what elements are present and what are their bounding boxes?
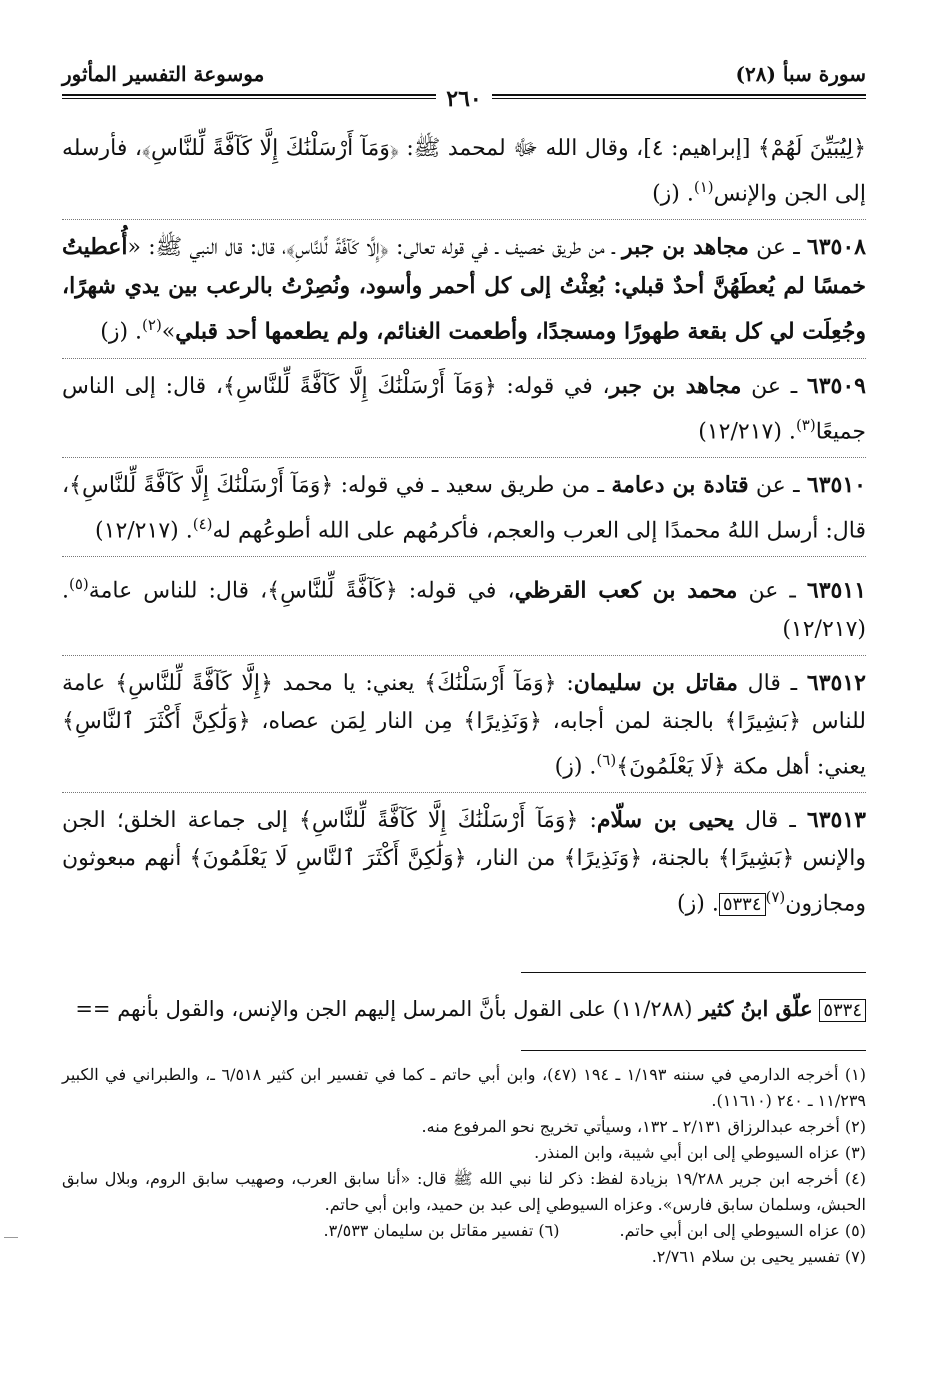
footnote-ref[interactable]: (٢) [142, 316, 162, 335]
footnote-ref[interactable]: (٣) [795, 415, 816, 434]
footnote: (٤) أخرجه ابن جرير ١٩/٢٨٨ بزيادة لفظ: ذكر لنا نبي الله ﷺ قال: «أنا سابق العرب، وصهيب سابق الروم، وبلال سابق الحبش، وسلمان سابق فارس». وعزاه السيوطي إلى عبد بن حميد، وابن أبي حاتم. [62, 1169, 867, 1214]
entry-number: ٦٣٥١٣ [806, 806, 866, 833]
entry-number: ٦٣٥١١ [806, 577, 867, 604]
narrator-name: محمد بن كعب القرظي [514, 577, 738, 604]
main-text [62, 130, 866, 934]
book-title: موسوعة التفسير المأثور [62, 62, 265, 86]
footnote: (١) أخرجه الدارمي في سننه ١/١٩٣ ـ ١٩٤ (٤٧)، وابن أبي حاتم ـ كما في تفسير ابن كثير ٦/٥١٨ ـ، والطبراني في الكبير ١١/٢٣٩ ـ ٢٤٠ (١١٦١٠). [62, 1065, 866, 1110]
entry-number: ٦٣٥١٢ [806, 669, 866, 696]
footnote: (٧) تفسير يحيى بن سلام ٢/٧٦١. [651, 1247, 866, 1266]
narrator-name: مجاهد بن جبر [609, 372, 742, 399]
paragraph: ﴿لِيُبَيِّنَ لَهُمْ﴾ [إبراهيم: ٤]، وقال الله ﷻ لمحمد ﷺ: ﴿وَمَآ أَرْسَلْنَٰكَ إِلَّا كَآفَّةً لِّلنَّاسِ﴾، فأرسله إلى الجن والإنس$^{(١)}$. (ز) [62, 130, 866, 220]
footnote-ref[interactable]: (١) [693, 178, 714, 196]
narration-entry: ٦٣٥١٢ ـ قال مقاتل بن سليمان: ﴿وَمَآ أَرْسَلْنَٰكَ﴾ يعني: يا محمد ﴿إِلَّا كَآفَّةً لِّلنَّاسِ﴾ عامة للناس ﴿بَشِيرًا﴾ بالجنة لمن أجابه، ﴿وَنَذِيرًا﴾ مِن النار لِمَن عصاه، ﴿وَلَٰكِنَّ أَكْثَرَ ٱلنَّاسِ﴾ يعني: أهل مكة ﴿لَا يَعْلَمُونَ﴾$^{(٦)}$. (ز) [62, 664, 866, 793]
entry-number: ٦٣٥١٠ [806, 471, 866, 498]
surah-title: سورة سبأ (٢٨) [735, 62, 866, 86]
footnotes [62, 1062, 866, 1270]
footnote: (٥) عزاه السيوطي إلى ابن أبي حاتم. [619, 1221, 866, 1240]
commentary-ref-box[interactable]: ٥٣٣٤ [719, 893, 766, 916]
page [62, 0, 866, 1380]
narration-entry: ٦٣٥٠٨ ـ عن مجاهد بن جبر ـ من طريق خصيف ـ في قوله تعالى: ﴿إِلَّا كَآفَّةً لِّلنَّاسِ﴾، قال: قال النبي ﷺ: «أُعطيتُ خمسًا لم يُعطَهُنَّ أحدٌ قبلي: بُعِثْتُ إلى كل أحمر وأسود، ونُصِرْتُ بالرعب بين يدي شهرًا، وجُعِلَت لي كل بقعة طهورًا ومسجدًا، وأطعمت الغنائم، ولم يطعمها أحد قبلي»$^{(٢)}$. (ز) [62, 228, 866, 358]
narration-entry: ٦٣٥١٠ ـ عن قتادة بن دعامة ـ من طريق سعيد ـ في قوله: ﴿وَمَآ أَرْسَلْنَٰكَ إِلَّا كَآفَّةً لِّلنَّاسِ﴾، قال: أرسل اللهُ محمدًا إلى العرب والعجم، فأكرمُهم على الله أطوعُهم له$^{(٤)}$. (١٢/٢١٧) [62, 466, 866, 557]
page-number: ٢٦٠ [436, 86, 491, 112]
commentary-note [62, 992, 866, 1028]
margin-mark [4, 1237, 18, 1238]
footnote-ref[interactable]: (٧) [765, 887, 786, 906]
commentary-id-box: ٥٣٣٤ [819, 999, 866, 1022]
entry-number: ٦٣٥٠٨ [806, 234, 866, 261]
narrator-name: مجاهد بن جبر [622, 234, 749, 261]
footnote: (٣) عزاه السيوطي إلى ابن أبي شيبة، وابن المنذر. [534, 1143, 866, 1162]
narration-entry: ٦٣٥٠٩ ـ عن مجاهد بن جبر، في قوله: ﴿وَمَآ أَرْسَلْنَٰكَ إِلَّا كَآفَّةً لِّلنَّاسِ﴾، قال: إلى الناس جميعًا$^{(٣)}$. (١٢/٢١٧) [62, 367, 866, 458]
footnote-divider [521, 1050, 866, 1051]
commentary-lead: علّق ابنُ كثير [699, 996, 813, 1021]
commentary-divider [521, 972, 866, 973]
footnote-ref[interactable]: (٦) [596, 750, 617, 769]
footnote-ref[interactable]: (٤) [192, 514, 213, 533]
narrator-name: مقاتل بن سليمان [573, 669, 738, 696]
footnote-row [62, 1218, 866, 1244]
entry-number: ٦٣٥٠٩ [806, 372, 866, 399]
narration-entry: ٦٣٥١١ ـ عن محمد بن كعب القرظي، في قوله: ﴿كَآفَّةً لِّلنَّاسِ﴾، قال: للناس عامة$^{(٥)}$. (١٢/٢١٧) [62, 565, 866, 655]
narration-entry: ٦٣٥١٣ ـ قال يحيى بن سلّام: ﴿وَمَآ أَرْسَلْنَٰكَ إِلَّا كَآفَّةً لِّلنَّاسِ﴾ إلى جماعة الخلق؛ الجن والإنس ﴿بَشِيرًا﴾ بالجنة، ﴿وَنَذِيرًا﴾ من النار، ﴿وَلَٰكِنَّ أَكْثَرَ ٱلنَّاسِ لَا يَعْلَمُونَ﴾ أنهم مبعوثون ومجازون$^{(٧)}$٥٣٣٤. (ز) [62, 806, 866, 917]
page-number-row [62, 86, 866, 112]
footnote: (٢) أخرجه عبدالرزاق ٢/١٣١ ـ ١٣٢، وسيأتي تخريج نحو المرفوع منه. [421, 1117, 866, 1136]
hadith-text: أُعطيتُ خمسًا لم يُعطَهُنَّ أحدٌ قبلي: بُعِثْتُ إلى كل أحمر وأسود، ونُصِرْتُ بالرعب بين يدي شهرًا، وجُعِلَت لي كل بقعة طهورًا ومسجدًا، وأطعمت الغنائم، ولم يطعمها أحد قبلي [62, 234, 866, 345]
commentary-text: (١١/٢٨٨) على القول بأنَّ المرسل إليهم الجن والإنس، والقول بأنهم == [75, 997, 700, 1021]
footnote: (٦) تفسير مقاتل بن سليمان ٣/٥٣٣. [323, 1221, 560, 1240]
footnote-ref[interactable]: (٥) [69, 575, 89, 594]
narrator-name: يحيى بن سلّام [596, 806, 734, 833]
narrator-name: قتادة بن دعامة [611, 471, 749, 498]
